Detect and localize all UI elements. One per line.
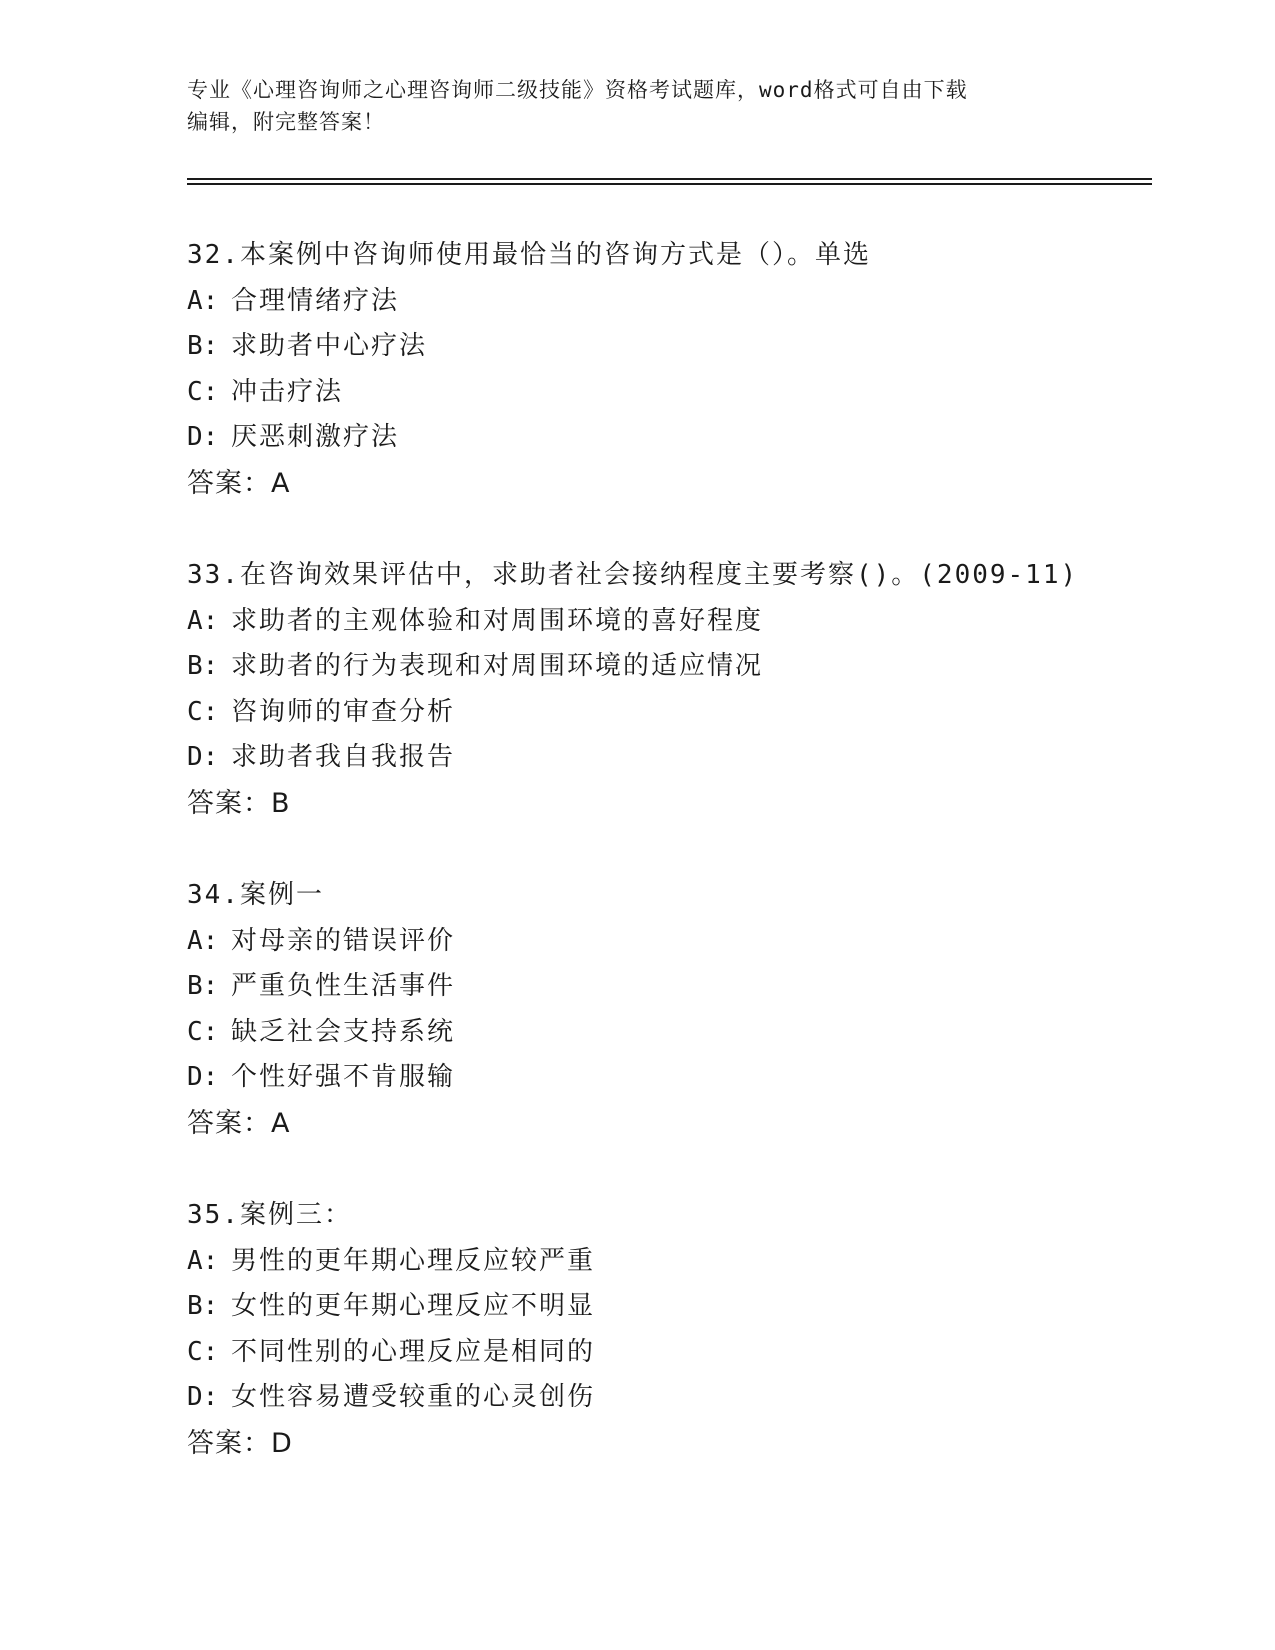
header-divider-top [187,178,1152,180]
option-letter: D: [187,422,219,452]
question-34 [187,873,1147,1146]
option-letter: A: [187,925,219,956]
option-c [187,370,1147,416]
answer-line: 答案：A [187,467,291,499]
option-letter: B: [187,651,219,681]
question-32 [187,233,1147,506]
option-d [187,1375,1147,1421]
option-a [187,1239,1147,1285]
option-b [187,1284,1147,1330]
question-stem: 32.本案例中咨询师使用最恰当的咨询方式是（）。单选 [187,240,871,270]
option-text: 男性的更年期心理反应较严重 [231,1245,596,1276]
option-text: 对母亲的错误评价 [231,925,456,956]
option-text: 女性容易遭受较重的心灵创伤 [231,1382,596,1412]
option-letter: D: [187,1062,219,1092]
option-c [187,1010,1147,1056]
option-text: 严重负性生活事件 [231,971,456,1001]
option-b [187,324,1147,370]
option-letter: A: [187,605,219,636]
option-text: 求助者我自我报告 [231,742,456,772]
option-letter: C: [187,1016,219,1047]
header-divider-bottom [187,183,1152,185]
option-text: 缺乏社会支持系统 [231,1016,456,1047]
option-letter: B: [187,331,219,361]
option-text: 女性的更年期心理反应不明显 [231,1291,596,1321]
option-c [187,1330,1147,1376]
option-text: 咨询师的审查分析 [231,696,456,727]
option-c [187,690,1147,736]
option-letter: C: [187,696,219,727]
option-text: 求助者的行为表现和对周围环境的适应情况 [231,651,764,681]
question-stem: 34.案例一 [187,880,324,910]
header-line-2: 编辑，附完整答案！ [187,110,385,134]
option-a [187,279,1147,325]
option-letter: D: [187,742,219,772]
question-stem: 33.在咨询效果评估中，求助者社会接纳程度主要考察()。(2009-11) [187,560,1079,590]
question-33 [187,553,1147,826]
option-text: 求助者的主观体验和对周围环境的喜好程度 [231,605,764,636]
option-text: 不同性别的心理反应是相同的 [231,1336,596,1367]
answer-line: 答案：A [187,1107,291,1139]
option-text: 冲击疗法 [231,376,344,407]
option-text: 厌恶刺激疗法 [231,422,400,452]
option-text: 个性好强不肯服输 [231,1062,456,1092]
question-stem: 35.案例三： [187,1200,352,1230]
header-line-1: 专业《心理咨询师之心理咨询师二级技能》资格考试题库，word格式可自由下载 [187,78,968,102]
question-35 [187,1193,1147,1466]
option-d [187,1055,1147,1101]
option-b [187,964,1147,1010]
option-letter: A: [187,285,219,316]
option-letter: C: [187,376,219,407]
option-b [187,644,1147,690]
option-d [187,415,1147,461]
answer-line: 答案：B [187,787,291,819]
answer-line: 答案：D [187,1427,293,1459]
option-d [187,735,1147,781]
option-a [187,919,1147,965]
option-text: 求助者中心疗法 [231,331,428,361]
document-header [187,74,1067,138]
option-a [187,599,1147,645]
option-letter: B: [187,1291,219,1321]
option-letter: C: [187,1336,219,1367]
option-text: 合理情绪疗法 [231,285,400,316]
option-letter: A: [187,1245,219,1276]
option-letter: B: [187,971,219,1001]
option-letter: D: [187,1382,219,1412]
